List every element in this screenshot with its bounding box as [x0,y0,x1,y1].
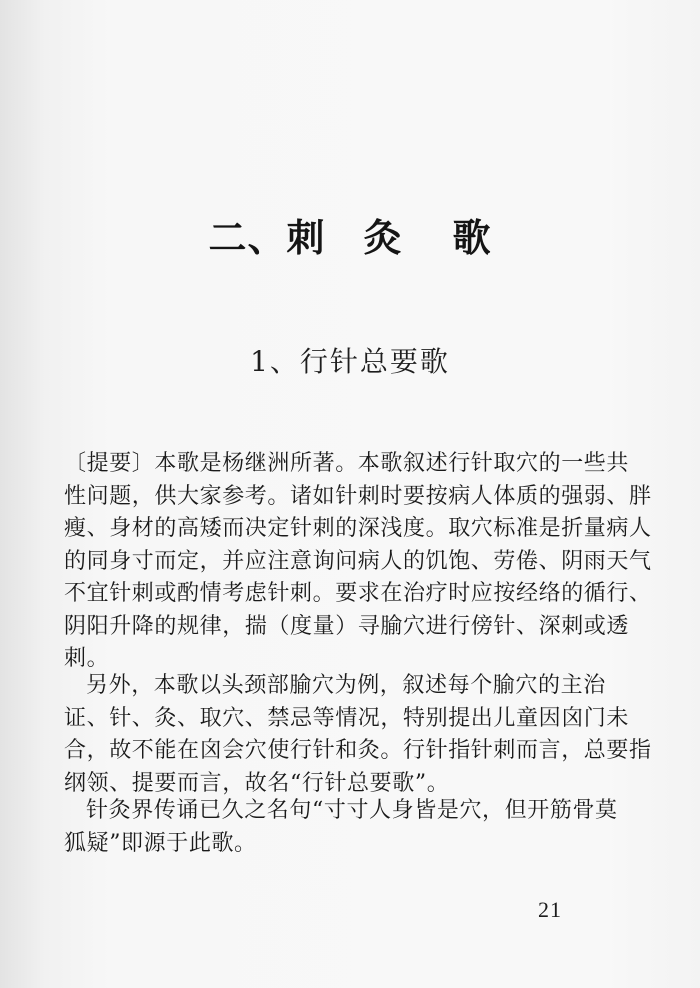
text-line: 狐疑”即源于此歌。 [64,830,257,856]
text-line: 性问题，供大家参考。诸如针刺时要按病人体质的强弱、胖 [64,483,652,509]
text-line: 阴阳升降的规律，揣（度量）寻腧穴进行傍针、深刺或透 [64,613,630,639]
chapter-title-part-2: 灸 [363,216,403,260]
text-line: 纲领、提要而言，故名“行针总要歌”。 [64,770,450,796]
paragraph-summary [64,448,652,676]
section-title: 1、行针总要歌 [250,345,450,378]
paragraph-famous-quote [64,795,618,860]
text-line: 的同身寸而定，并应注意询问病人的饥饱、劳倦、阴雨天气 [64,548,652,574]
text-line: 刺。 [64,646,110,671]
text-line: 瘦、身材的高矮而决定针刺的深浅度。取穴标准是折量病人 [64,516,652,541]
text-line: 不宜针刺或酌情考虑针刺。要求在治疗时应按经络的循行、 [64,581,652,606]
chapter-title-part-1: 二、刺 [208,216,326,260]
text-line: 另外，本歌以头颈部腧穴为例，叙述每个腧穴的主治 [86,673,606,698]
text-line: 证、针、灸、取穴、禁忌等情况，特别提出儿童因囟门未 [64,705,630,731]
text-line: 〔提要〕本歌是杨继洲所著。本歌叙述行针取穴的一些共 [64,451,630,476]
text-line: 合，故不能在囟会穴使行针和灸。行针指针刺而言，总要指 [64,738,652,763]
chapter-title [0,208,700,268]
page-number: 21 [538,897,562,922]
text-line: 针灸界传诵已久之名句“寸寸人身皆是穴，但开筋骨莫 [86,798,618,823]
chapter-title-part-3: 歌 [452,216,492,260]
paragraph-details [64,670,652,800]
